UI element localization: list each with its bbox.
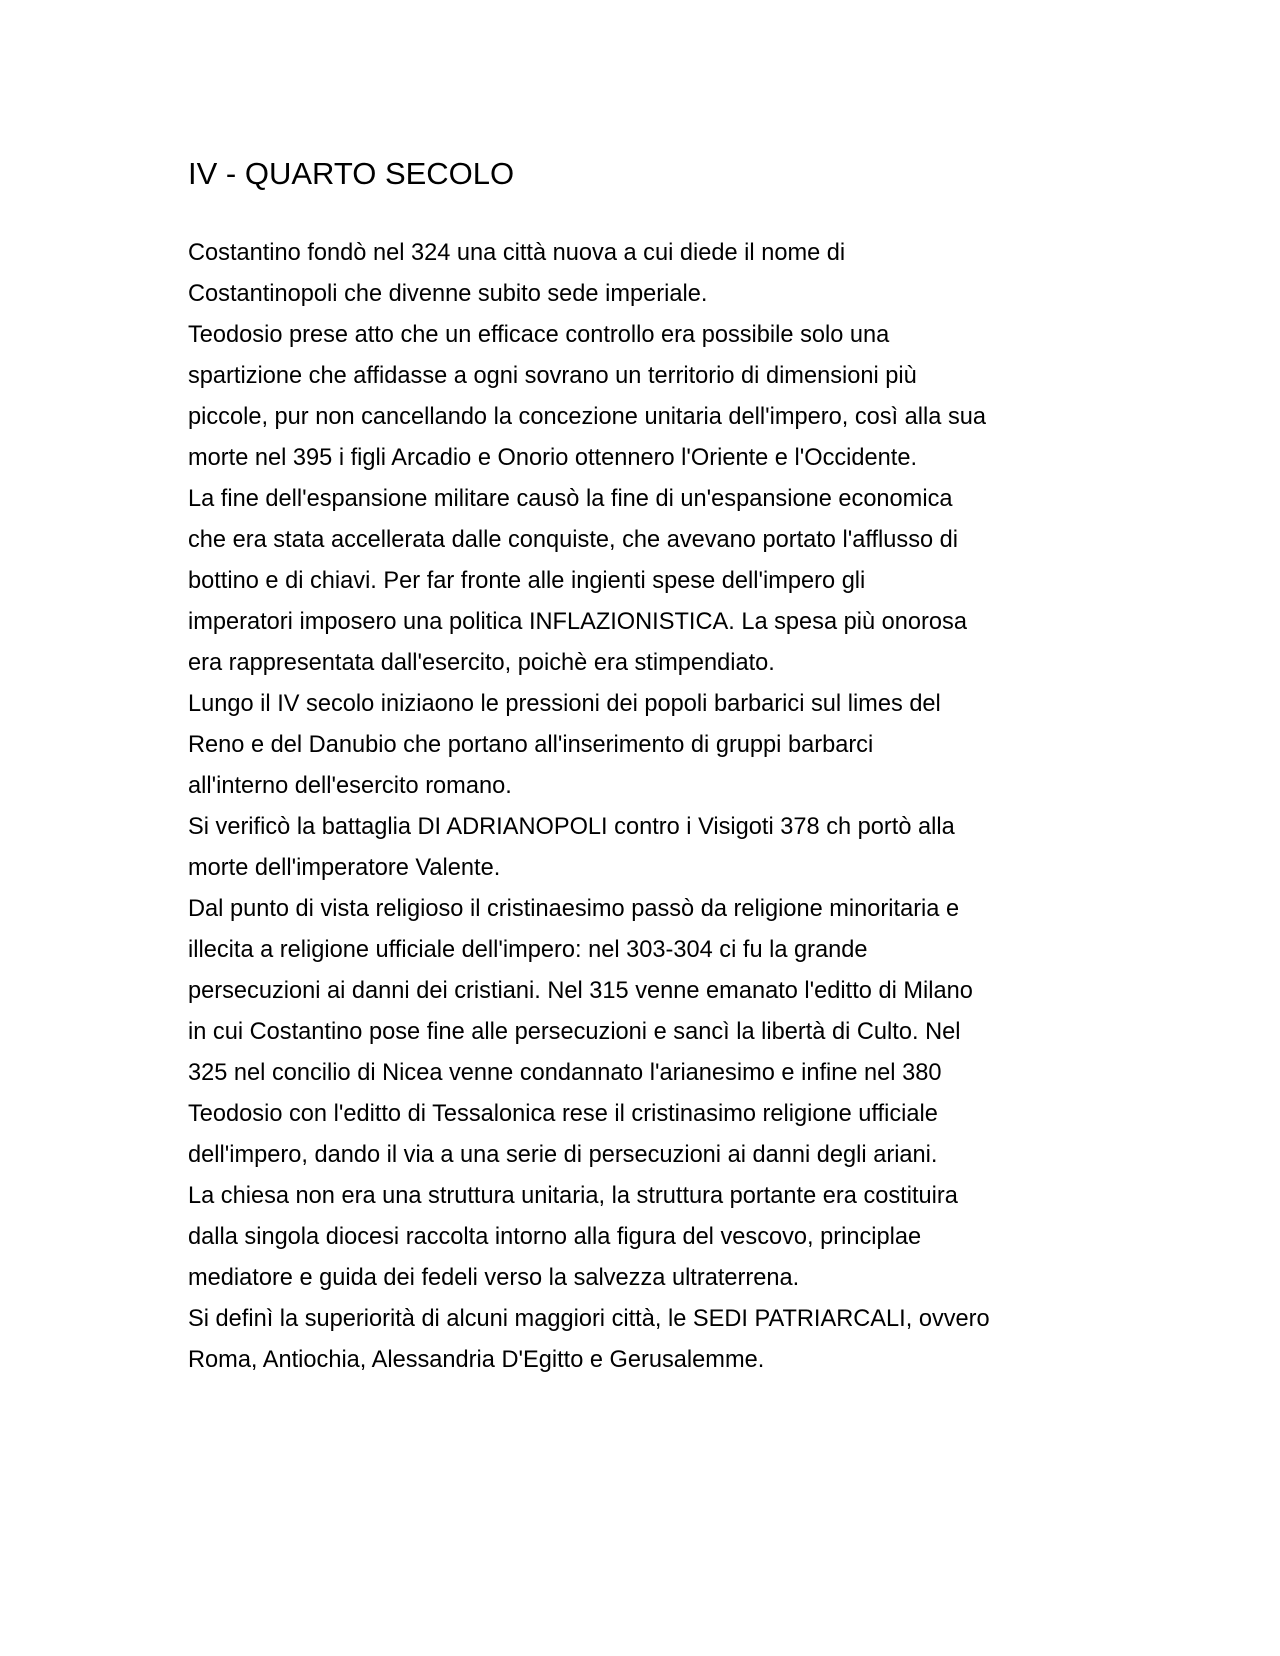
- body-line: persecuzioni ai danni dei cristiani. Nel 315 venne emanato l'editto di Milano: [188, 978, 973, 1004]
- body-line: morte dell'imperatore Valente.: [188, 855, 501, 881]
- body-line: Si definì la superiorità di alcuni maggiori città, le SEDI PATRIARCALI, ovvero: [188, 1306, 990, 1332]
- body-line: spartizione che affidasse a ogni sovrano un territorio di dimensioni più: [188, 363, 917, 389]
- body-line: che era stata accellerata dalle conquiste, che avevano portato l'afflusso di: [188, 527, 959, 553]
- body-line: all'interno dell'esercito romano.: [188, 773, 512, 799]
- body-line: Si verificò la battaglia DI ADRIANOPOLI contro i Visigoti 378 ch portò alla: [188, 814, 955, 840]
- body-line: Costantino fondò nel 324 una città nuova a cui diede il nome di: [188, 240, 846, 266]
- body-line: mediatore e guida dei fedeli verso la salvezza ultraterrena.: [188, 1265, 800, 1291]
- body-line: illecita a religione ufficiale dell'impero: nel 303-304 ci fu la grande: [188, 937, 868, 963]
- body-line: dell'impero, dando il via a una serie di persecuzioni ai danni degli ariani.: [188, 1142, 938, 1168]
- document-title: IV - QUARTO SECOLO: [188, 156, 515, 191]
- body-line: piccole, pur non cancellando la concezione unitaria dell'impero, così alla sua: [188, 404, 986, 430]
- body-line: 325 nel concilio di Nicea venne condannato l'arianesimo e infine nel 380: [188, 1060, 942, 1086]
- body-line: dalla singola diocesi raccolta intorno alla figura del vescovo, principlae: [188, 1224, 922, 1250]
- body-line: morte nel 395 i figli Arcadio e Onorio ottennero l'Oriente e l'Occidente.: [188, 445, 918, 471]
- body-line: La chiesa non era una struttura unitaria, la struttura portante era costituira: [188, 1183, 958, 1209]
- body-line: Teodosio con l'editto di Tessalonica rese il cristinasimo religione ufficiale: [188, 1101, 938, 1127]
- body-line: Lungo il IV secolo iniziaono le pressioni dei popoli barbarici sul limes del: [188, 691, 941, 717]
- body-line: Roma, Antiochia, Alessandria D'Egitto e Gerusalemme.: [188, 1347, 765, 1373]
- document-body: [188, 233, 1108, 1381]
- body-line: Costantinopoli che divenne subito sede imperiale.: [188, 281, 708, 307]
- body-line: La fine dell'espansione militare causò la fine di un'espansione economica: [188, 486, 953, 512]
- body-line: imperatori imposero una politica INFLAZIONISTICA. La spesa più onorosa: [188, 609, 967, 635]
- body-line: bottino e di chiavi. Per far fronte alle ingienti spese dell'impero gli: [188, 568, 866, 594]
- body-line: Reno e del Danubio che portano all'inserimento di gruppi barbarci: [188, 732, 874, 758]
- body-line: era rappresentata dall'esercito, poichè era stimpendiato.: [188, 650, 775, 676]
- body-line: Teodosio prese atto che un efficace controllo era possibile solo una: [188, 322, 890, 348]
- body-line: Dal punto di vista religioso il cristinaesimo passò da religione minoritaria e: [188, 896, 960, 922]
- body-line: in cui Costantino pose fine alle persecuzioni e sancì la libertà di Culto. Nel: [188, 1019, 961, 1045]
